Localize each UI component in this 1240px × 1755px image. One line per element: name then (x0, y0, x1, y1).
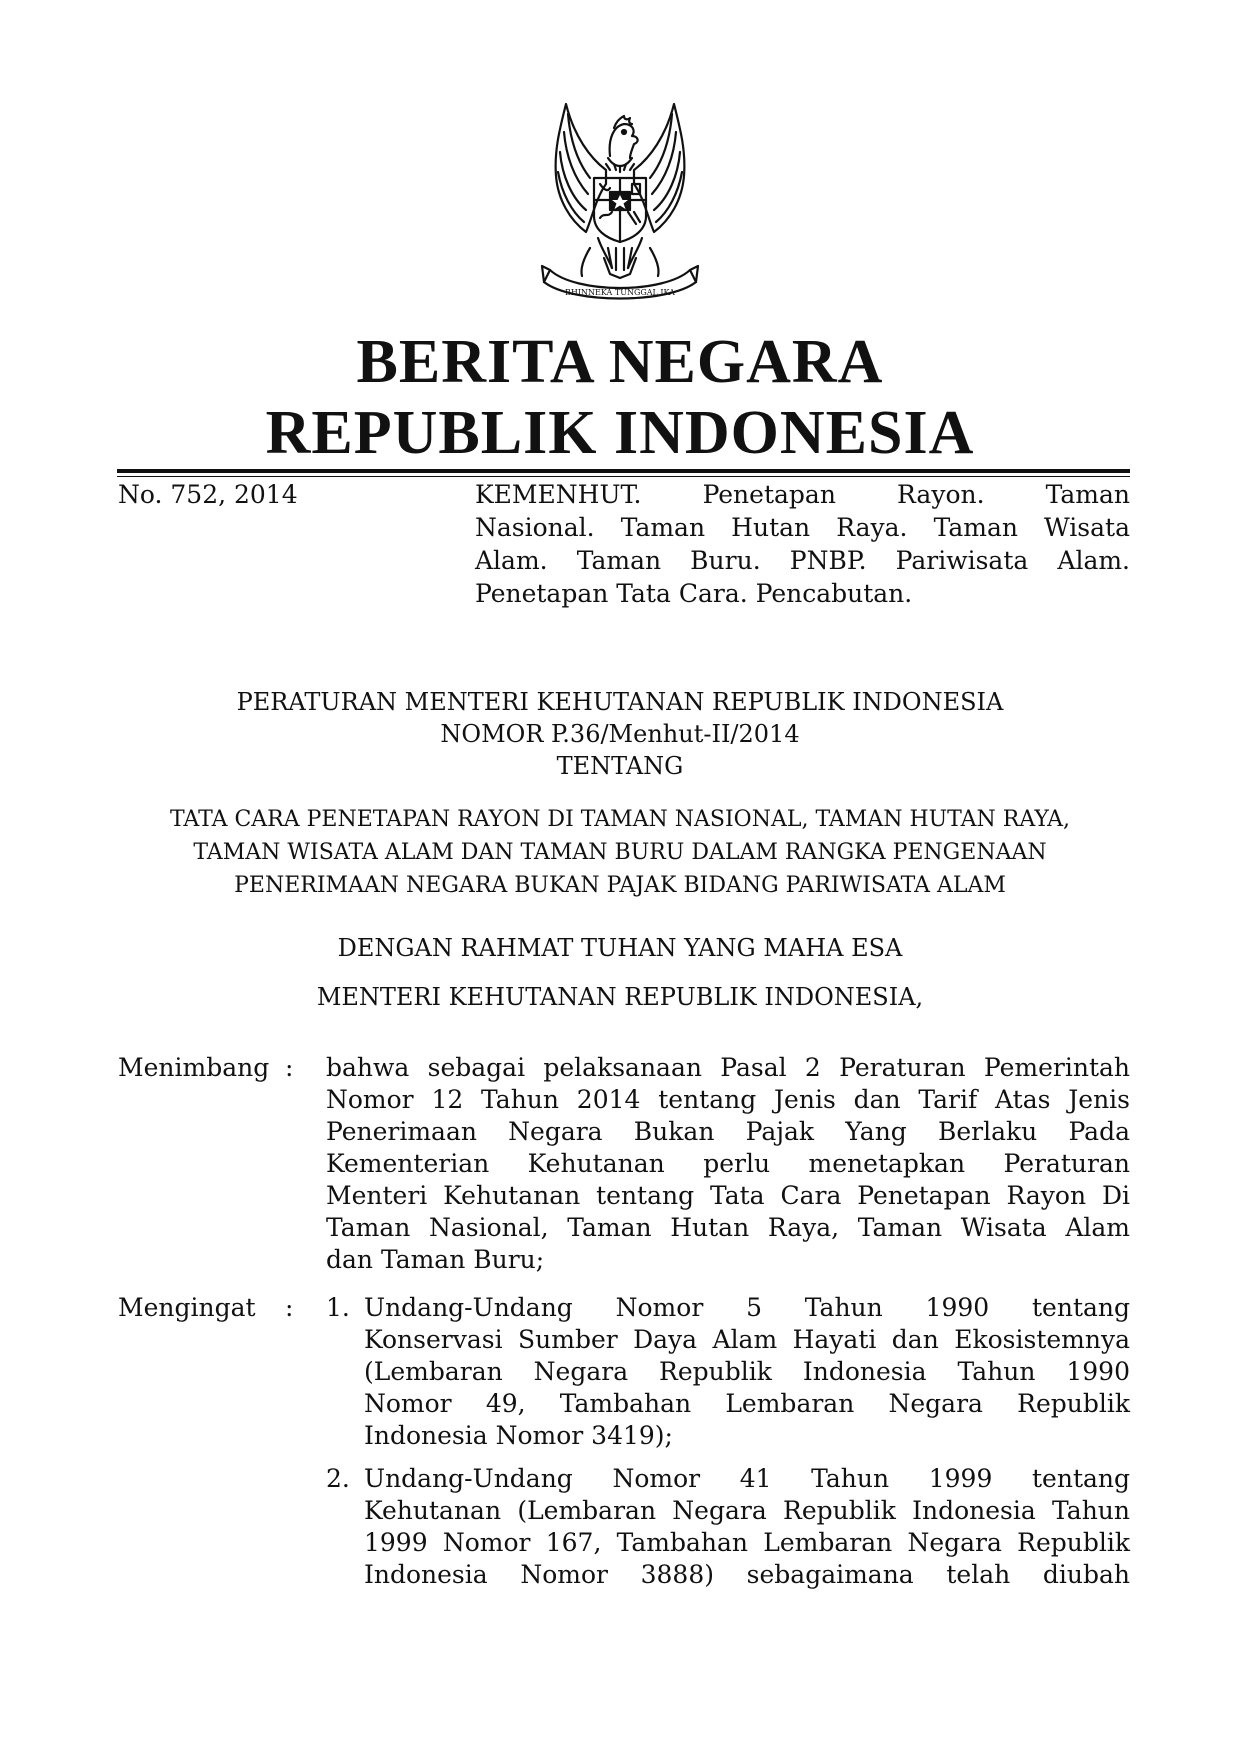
menimbang-line: Menteri Kehutanan tentang Tata Cara Penetapan Rayon Di (326, 1181, 1130, 1210)
mengingat-item-line: Undang-Undang Nomor 41 Tahun 1999 tentang (364, 1464, 1130, 1493)
garuda-pancasila-emblem (520, 98, 720, 310)
menimbang-colon: : (285, 1053, 294, 1082)
mengingat-item-line: Indonesia Nomor 3419); (364, 1421, 673, 1450)
mengingat-item-line: 1999 Nomor 167, Tambahan Lembaran Negara Republik (364, 1528, 1130, 1557)
mengingat-item-line: Undang-Undang Nomor 5 Tahun 1990 tentang (364, 1293, 1130, 1322)
regulation-invocation: DENGAN RAHMAT TUHAN YANG MAHA ESA (337, 934, 903, 962)
issue-description (475, 478, 1130, 610)
mengingat-label: Mengingat (118, 1293, 256, 1322)
mengingat-item-line: Konservasi Sumber Daya Alam Hayati dan Ekosistemnya (364, 1325, 1130, 1354)
menimbang-line: Nomor 12 Tahun 2014 tentang Jenis dan Tarif Atas Jenis (326, 1085, 1130, 1114)
menimbang-line: bahwa sebagai pelaksanaan Pasal 2 Peraturan Pemerintah (326, 1053, 1130, 1082)
regulation-subject-line: TAMAN WISATA ALAM DAN TAMAN BURU DALAM RANGKA PENGENAAN (193, 840, 1047, 865)
masthead-rule-thick (117, 469, 1130, 473)
menimbang-line: dan Taman Buru; (326, 1245, 545, 1274)
regulation-minister: MENTERI KEHUTANAN REPUBLIK INDONESIA, (316, 983, 924, 1011)
regulation-subject (0, 803, 1240, 902)
regulation-issuer: PERATURAN MENTERI KEHUTANAN REPUBLIK INDONESIA (236, 688, 1004, 716)
mengingat-item-body (364, 1463, 1130, 1591)
regulation-subject-line: PENERIMAAN NEGARA BUKAN PAJAK BIDANG PARIWISATA ALAM (234, 873, 1006, 898)
mengingat-item-line: Nomor 49, Tambahan Lembaran Negara Republik (364, 1389, 1130, 1418)
mengingat-item-line: (Lembaran Negara Republik Indonesia Tahun 1990 (364, 1357, 1130, 1386)
issue-number: No. 752, 2014 (118, 480, 298, 509)
menimbang-line: Kementerian Kehutanan perlu menetapkan Peraturan (326, 1149, 1130, 1178)
regulation-heading (0, 686, 1240, 782)
regulation-number: NOMOR P.36/Menhut-II/2014 (440, 720, 800, 748)
menimbang-text (326, 1052, 1130, 1276)
masthead-rule-thin (117, 476, 1130, 477)
issue-description-line: Nasional. Taman Hutan Raya. Taman Wisata (475, 513, 1130, 542)
issue-description-line: Penetapan Tata Cara. Pencabutan. (475, 579, 913, 608)
mengingat-item-number: 2. (326, 1464, 350, 1493)
regulation-subject-line: TATA CARA PENETAPAN RAYON DI TAMAN NASIONAL, TAMAN HUTAN RAYA, (169, 807, 1071, 832)
mengingat-item-number: 1. (326, 1293, 350, 1322)
mengingat-item-line: Kehutanan (Lembaran Negara Republik Indonesia Tahun (364, 1496, 1130, 1525)
regulation-about: TENTANG (556, 752, 684, 780)
regulation-preamble (0, 924, 1240, 1022)
emblem-motto: BHINNEKA TUNGGAL IKA (565, 288, 675, 297)
issue-description-line: Alam. Taman Buru. PNBP. Pariwisata Alam. (475, 546, 1130, 575)
masthead-title-line2: REPUBLIK INDONESIA (265, 399, 975, 467)
menimbang-label: Menimbang (118, 1053, 270, 1082)
mengingat-colon: : (285, 1293, 294, 1322)
masthead-title-line1: BERITA NEGARA (356, 328, 884, 396)
menimbang-line: Penerimaan Negara Bukan Pajak Yang Berlaku Pada (326, 1117, 1130, 1146)
menimbang-line: Taman Nasional, Taman Hutan Raya, Taman Wisata Alam (326, 1213, 1130, 1242)
mengingat-item-line: Indonesia Nomor 3888) sebagaimana telah diubah (364, 1560, 1130, 1589)
issue-description-line: KEMENHUT. Penetapan Rayon. Taman (475, 480, 1130, 509)
mengingat-item-body (364, 1292, 1130, 1452)
